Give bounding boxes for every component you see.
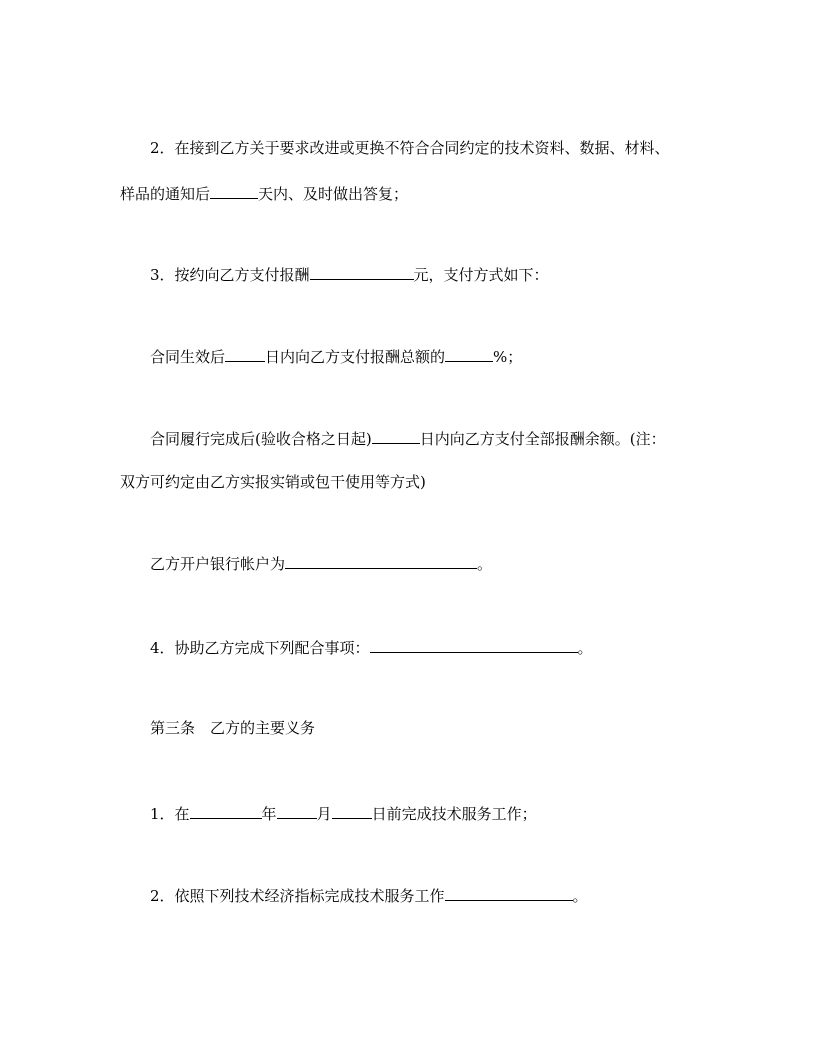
fill-blank-matters[interactable]	[370, 637, 578, 653]
fill-blank-amount[interactable]	[310, 264, 414, 280]
clause-text: %；	[493, 348, 523, 366]
fill-blank-year[interactable]	[190, 803, 262, 819]
clause-text: 日前完成技术服务工作；	[371, 805, 537, 823]
clause-2-3	[150, 264, 549, 284]
clause-text: 日内向乙方支付报酬总额的	[265, 348, 446, 366]
clause-3-1	[150, 803, 537, 823]
fill-blank-days[interactable]	[372, 428, 420, 444]
payment-line-1	[150, 346, 522, 366]
clause-text: 1．在	[150, 805, 190, 823]
clause-text: 合同履行完成后(验收合格之日起)	[150, 430, 372, 448]
fill-blank-bank-account[interactable]	[285, 553, 477, 569]
clause-text: 。	[572, 887, 588, 905]
fill-blank-percent[interactable]	[445, 346, 493, 362]
clause-text: 元，支付方式如下：	[413, 266, 549, 284]
clause-text: 乙方开户银行帐户为	[150, 555, 286, 573]
fill-blank-days[interactable]	[225, 346, 265, 362]
payment-line-2-cont	[120, 472, 426, 492]
payment-line-2	[150, 428, 666, 448]
clause-text: 合同生效后	[150, 348, 226, 366]
clause-text: 4．协助乙方完成下列配合事项：	[150, 639, 370, 657]
clause-text: 天内、及时做出答复；	[258, 185, 409, 203]
clause-2-2-line1	[150, 138, 670, 158]
fill-blank-indicators[interactable]	[445, 885, 573, 901]
fill-blank-days[interactable]	[210, 183, 258, 199]
fill-blank-day[interactable]	[332, 803, 372, 819]
clause-text: 双方可约定由乙方实报实销或包干使用等方式)	[120, 473, 426, 491]
bank-account-line	[150, 553, 492, 573]
clause-text: 样品的通知后	[120, 185, 211, 203]
clause-text: 月	[316, 805, 332, 823]
clause-text: 3．按约向乙方支付报酬	[150, 266, 310, 284]
clause-text: 。	[477, 555, 493, 573]
clause-text: 年	[261, 805, 277, 823]
section-heading: 第三条 乙方的主要义务	[150, 719, 316, 737]
article-3-title	[150, 718, 315, 738]
clause-2-4	[150, 637, 593, 657]
clause-text: 。	[577, 639, 593, 657]
clause-2-2-line2	[120, 183, 408, 203]
clause-text: 日内向乙方支付全部报酬余额。(注：	[419, 430, 666, 448]
clause-text: 2．在接到乙方关于要求改进或更换不符合合同约定的技术资料、数据、材料、	[150, 139, 670, 157]
clause-text: 2．依照下列技术经济指标完成技术服务工作	[150, 887, 445, 905]
clause-3-2	[150, 885, 588, 905]
fill-blank-month[interactable]	[277, 803, 317, 819]
